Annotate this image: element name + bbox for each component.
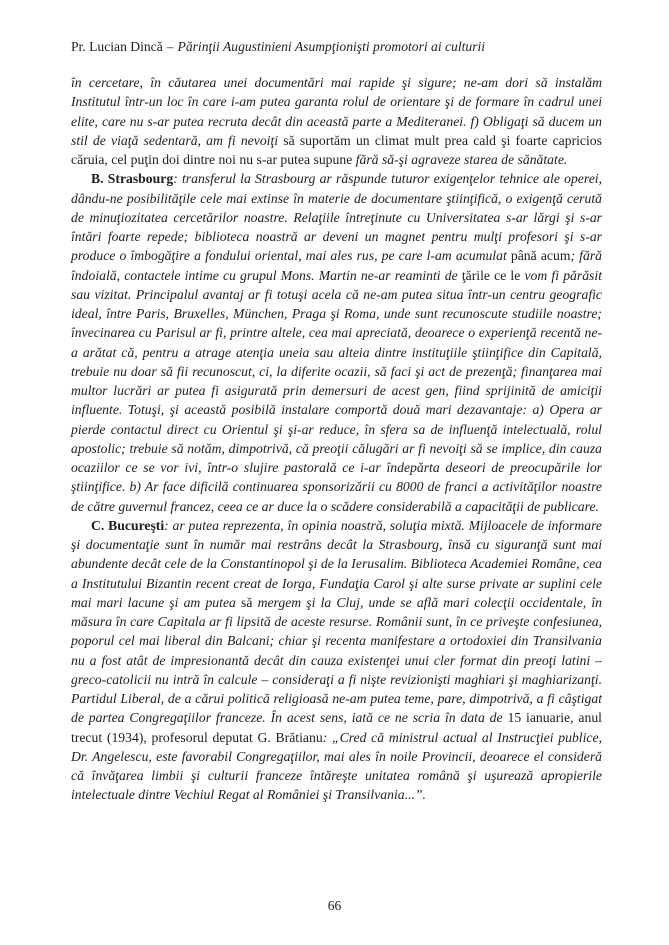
paragraph-continuation <box>71 73 602 169</box>
paragraph-text: ţările ce le <box>461 267 521 283</box>
header-separator: – <box>166 39 174 54</box>
paragraph-text: să <box>241 594 253 610</box>
header-title: Părinţii Augustinieni Asumpţionişti promotori ai culturii <box>177 39 486 54</box>
body-text <box>71 73 602 805</box>
section-heading-bucuresti: C. Bucureşti <box>91 517 165 533</box>
page-number: 66 <box>327 898 342 913</box>
paragraph-text: până acum <box>510 248 571 264</box>
header-author: Pr. Lucian Dincă <box>71 39 163 54</box>
paragraph-text: vom fi părăsit sau vizitat. Principalul avantaj ar fi totuşi acela că ne-am putea situa într-un centru geografic ideal, între Paris, Bruxelles, München, Praga şi Roma, unde sunt recunoscute studiile noastre; învecinarea cu Parisul ar fi, printre altele, cea mai apreciată, deoarece o experienţă recentă ne-a arătat că, pentru a atrage atenţia uneia sau alteia dintre instituţiile ştiinţifice din Capitală, trebuie nu doar să fii recunoscut, ci, la diferite ocazii, să faci şi act de prezenţă; finanţarea mai multor lucrări ar putea fi asigurată prin demersuri de acest gen, fiind sprijinită de amiciţii influente. Totuşi, şi această posibilă instalare comportă două mari dezavantaje: a) Opera ar pierde contactul direct cu Orientul şi şi-ar reduce, în sfera sa de influenţă intelectuală, rolul apostolic; trebuie să notăm, dimpotrivă, că preoţii călugări ar fi nevoiţi să se implice, din cauza ocaziilor ce se vor ivi, într-o slujire pastorală ce i-ar îndepărta deseori de preocupările lor ştiinţifice. b) Ar face dificilă continuarea sponsorizării cu 8000 de franci a activităţilor noastre de către guvernul francez, ceea ce ar duce la o scădere considerabilă a capacităţii de publicare. <box>71 267 602 514</box>
paragraph-text: mergem şi la Cluj, unde se află mari colecţii occidentale, în măsura în care Capitala ar fi lipsită de aceste resurse. Românii sunt, în ce priveşte confesiunea, poporul cel mai liberal din Balcani; chiar şi recenta manifestare a ortodoxiei din Transilvania nu a fost atât de impresionantă decât din cauza existenţei unui cler format din preoţi latini – greco-catolicii nu intră în calcule – consideraţi a fi nişte revizionişti maghiari şi maghiarizanţi. Partidul Liberal, de a cărui politică religioasă ne-am putea teme, pare, dimpotrivă, a fi câştigat de partea Congregaţiilor franceze. În acest sens, iată ce ne scria în data de <box>71 594 602 726</box>
paragraph-text: 15 ianuarie, anul trecut (1934), profesorul deputat G. Brătianu <box>71 710 602 745</box>
paragraph-bucuresti <box>71 516 602 805</box>
running-header <box>71 38 611 55</box>
paragraph-text: : „Cred că ministrul actual al Instrucţiei publice, Dr. Angelescu, este favorabil Congregaţiilor, mai ales în noile Provincii, deoarece el consideră că învăţarea limbii şi culturii franceze întăreşte unitatea română şi uşurează apropierile intelectuale dintre Vechiul Regat al României şi Transilvania...”. <box>71 729 602 803</box>
paragraph-text: ; fără îndoială, contactele intime cu grupul Mons. Martin ne-ar reaminti de <box>71 248 603 283</box>
paragraph-text: să suportăm un climat mult prea cald şi foarte capricios căruia, cel puţin doi dintre noi nu s-ar putea supune <box>71 132 602 167</box>
paragraph-text: în cercetare, în căutarea unei documentări mai rapide şi sigure; ne-am dori să instalăm Institutul într-un loc în care i-am putea garanta rolul de orientare şi de formare în cadrul unei elite, care nu s-ar putea recruta decât din această parte a Mediteranei. f) Obligaţi să ducem un stil de viaţă sedentară, am fi nevoiţi <box>71 75 602 148</box>
paragraph-text: : transferul la Strasbourg ar răspunde tuturor exigenţelor tehnice ale operei, dându-ne posibilităţile cele mai extinse în materie de documentare ştiinţifică, o exigenţă cerută de minuţiozitatea cercetărilor noastre. Relaţiile întreţinute cu Universitatea s-ar lărgi şi s-ar întări foarte repede; biblioteca noastră ar deveni un magnet pentru mulţi profesori şi s-ar produce o îmbogăţire a fondului oriental, mai ales rus, pe care l-am acumulat <box>71 171 602 264</box>
paragraph-strasbourg <box>71 169 602 516</box>
paragraph-text: fără să-şi agraveze starea de sănătate. <box>355 152 568 167</box>
paragraph-text: : ar putea reprezenta, în opinia noastră, soluţia mixtă. Mijloacele de informare şi documentaţie sunt în număr mai restrâns decât la Strasbourg, însă cu siguranţă sunt mai abundente decât cele de la Constantinopol şi de la Ierusalim. Biblioteca Academiei Române, cea a Institutului Bizantin recent creat de Iorga, Fundaţia Carol şi alte surse private ar suplini cele mai mari lacune şi am putea <box>71 517 602 610</box>
section-heading-strasbourg: B. Strasbourg <box>91 171 174 187</box>
